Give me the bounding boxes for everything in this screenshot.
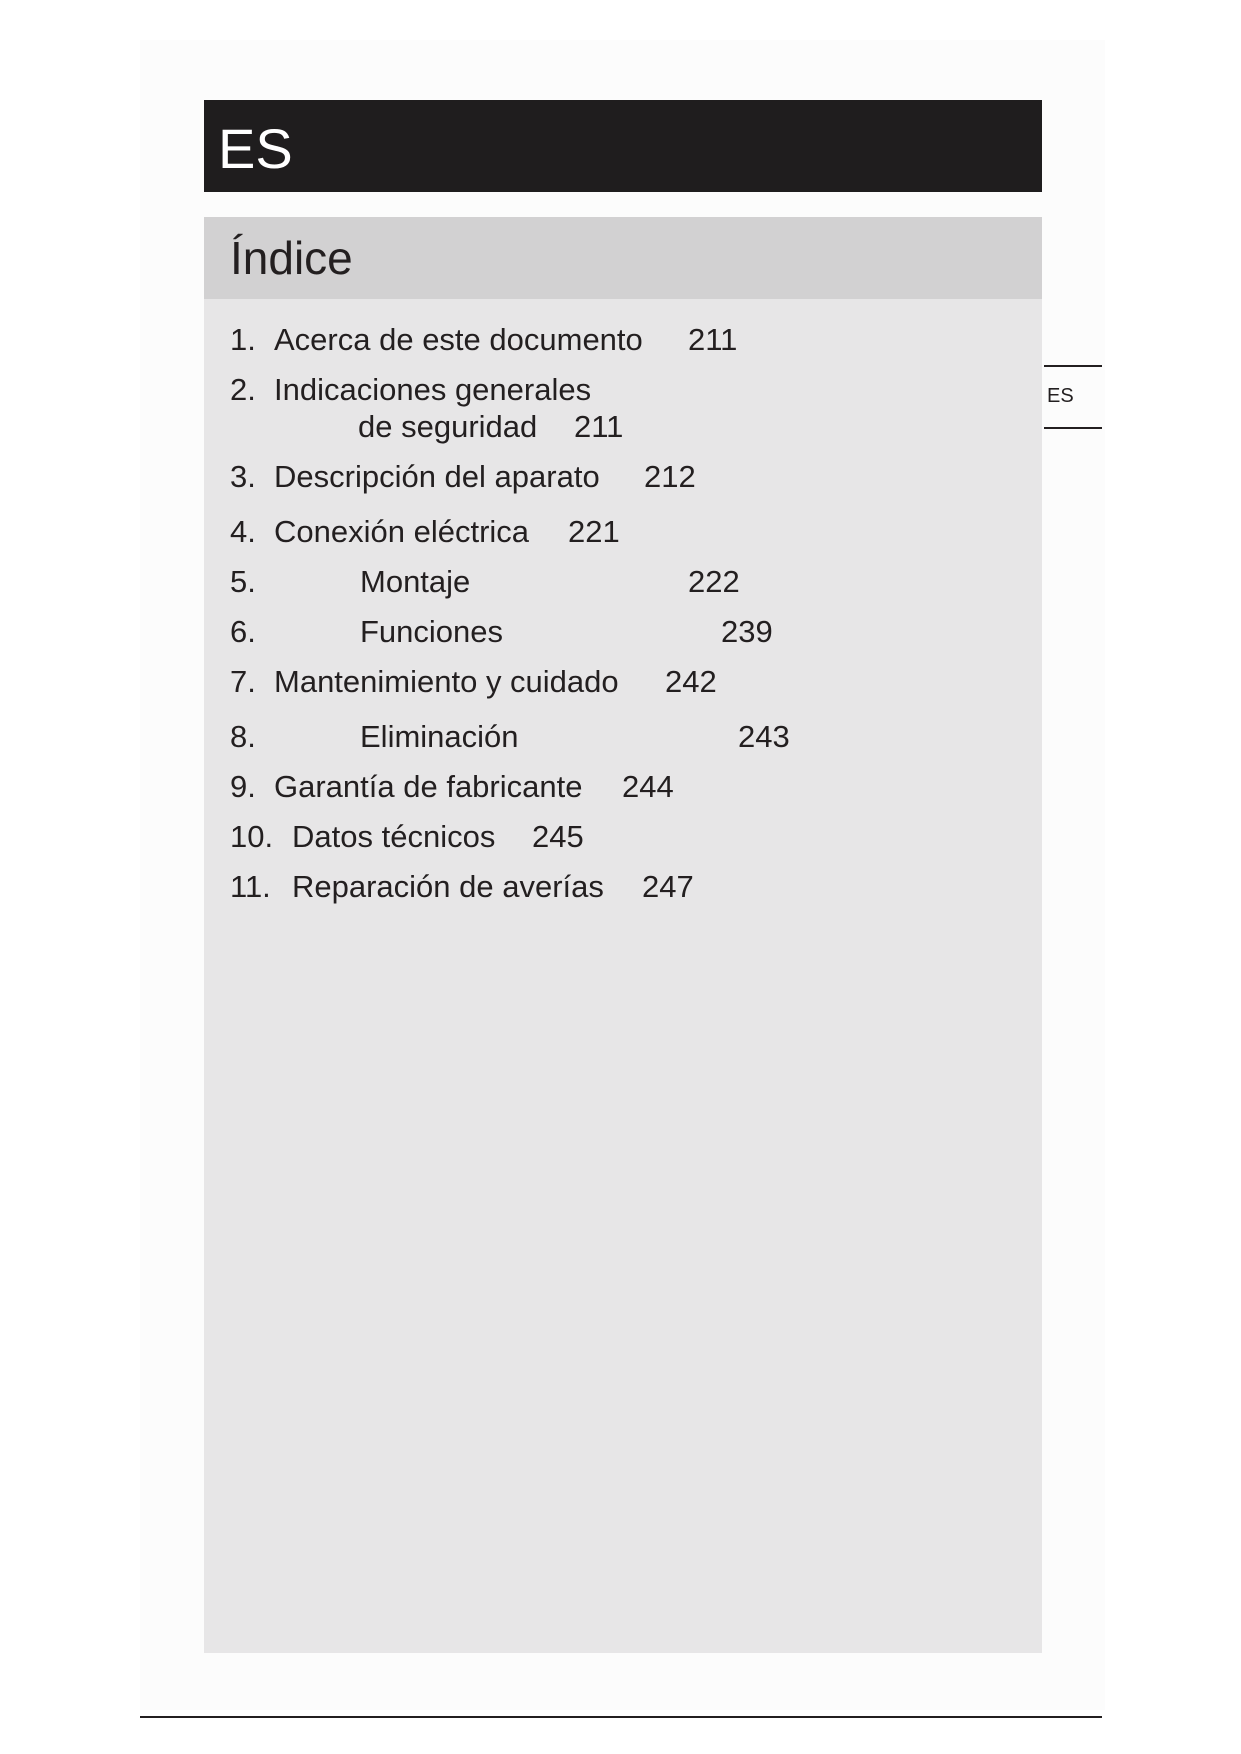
- toc-entry-title: Mantenimiento y cuidado: [274, 664, 619, 699]
- toc-entry-title: Indicaciones generales: [274, 372, 592, 407]
- toc-entry-5[interactable]: [230, 563, 930, 600]
- toc-entry-title: Reparación de averías: [292, 869, 604, 904]
- toc-entry-10[interactable]: [230, 818, 930, 855]
- toc-entry-page: 245: [532, 819, 584, 854]
- toc-entry-title-continued: de seguridad: [358, 409, 538, 444]
- toc-entry-number: 6.: [230, 614, 256, 649]
- toc-title: Índice: [230, 232, 353, 284]
- side-tab-label: ES: [1047, 385, 1074, 407]
- toc-entry-3[interactable]: [230, 458, 930, 495]
- toc-entry-page: 247: [642, 869, 694, 904]
- toc-entry-number: 9.: [230, 769, 256, 804]
- toc-entry-page: 211: [688, 322, 738, 357]
- toc-entry-title: Funciones: [360, 614, 504, 649]
- language-side-tab: [1044, 365, 1102, 429]
- toc-entry-9[interactable]: [230, 768, 930, 805]
- toc-entry-title: Descripción del aparato: [274, 459, 600, 494]
- toc-entry-2[interactable]: [230, 371, 930, 445]
- toc-entry-4[interactable]: [230, 513, 930, 550]
- toc-entry-page: 222: [688, 564, 740, 599]
- toc-entry-page: 244: [622, 769, 674, 804]
- toc-entry-title: Garantía de fabricante: [274, 769, 583, 804]
- toc-entry-number: 11.: [230, 869, 271, 904]
- toc-entry-1[interactable]: [230, 321, 930, 358]
- toc-title-bar: [204, 217, 1042, 299]
- toc-entry-number: 7.: [230, 664, 256, 699]
- toc-entry-7[interactable]: [230, 663, 930, 700]
- toc-entry-title: Montaje: [360, 564, 471, 599]
- toc-entry-6[interactable]: [230, 613, 930, 650]
- toc-entry-number: 3.: [230, 459, 256, 494]
- toc-entry-page: 211: [574, 409, 624, 444]
- toc-entry-number: 5.: [230, 564, 256, 599]
- table-of-contents-panel: [204, 217, 1042, 1653]
- toc-entry-title: Conexión eléctrica: [274, 514, 530, 549]
- toc-entry-8[interactable]: [230, 718, 930, 755]
- toc-entry-page: 221: [568, 514, 620, 549]
- toc-entry-title: Eliminación: [360, 719, 519, 754]
- toc-entry-11[interactable]: [230, 868, 930, 905]
- toc-entry-title: Acerca de este documento: [274, 322, 643, 357]
- toc-entry-number: 1.: [230, 322, 256, 357]
- footer-divider: [140, 1716, 1102, 1718]
- toc-entry-page: 212: [644, 459, 696, 494]
- toc-entry-page: 243: [738, 719, 790, 754]
- toc-entry-number: 4.: [230, 514, 256, 549]
- toc-entry-title: Datos técnicos: [292, 819, 496, 854]
- language-code-heading: ES: [218, 117, 293, 180]
- language-header-bar: [204, 100, 1042, 192]
- toc-entry-number: 2.: [230, 372, 256, 407]
- toc-entry-page: 242: [665, 664, 717, 699]
- toc-entry-number: 8.: [230, 719, 256, 754]
- toc-entry-number: 10.: [230, 819, 274, 854]
- toc-entry-page: 239: [721, 614, 773, 649]
